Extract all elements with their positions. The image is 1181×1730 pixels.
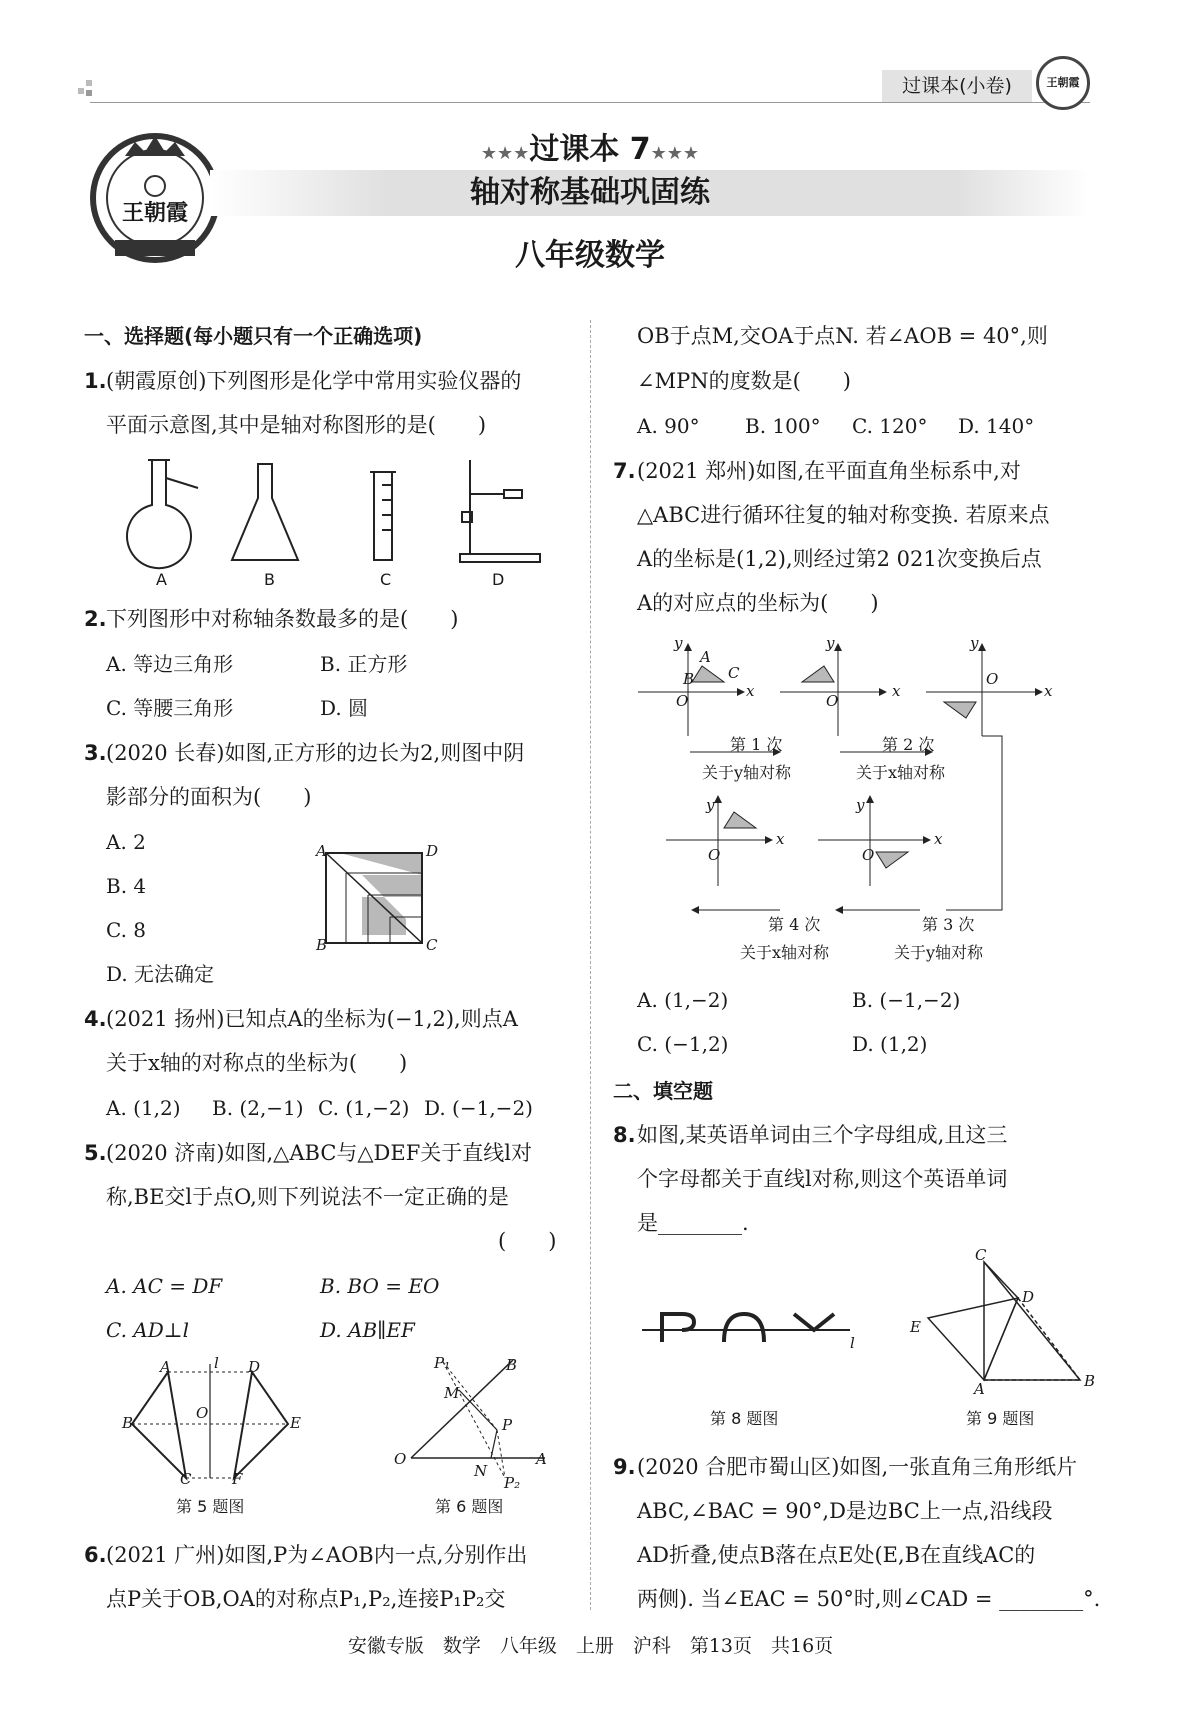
q6-option-b: B. 100° [745,414,821,438]
q4-option-d: D. (−1,−2) [424,1096,533,1120]
q6-label-p2: P₂ [504,1474,521,1492]
series-title: ★★★过课本 7★★★ [480,132,700,167]
q5-label-o: O [196,1404,209,1422]
q4-line1: (2021 扬州)已知点A的坐标为(−1,2),则点A [106,1007,518,1031]
q5-label-b: B [122,1414,134,1432]
q9-label-c: C [975,1246,987,1264]
q7-label-y1: y [674,634,683,652]
q6-label-o: O [394,1450,407,1468]
brand-logo [85,128,225,268]
q6-line4: ∠MPN的度数是( ) [637,369,851,393]
q3-option-a: A. 2 [106,830,146,854]
q2-option-d: D. 圆 [320,696,369,720]
q7-label-x2: x [892,682,901,700]
q8-line1: 如图,某英语单词由三个字母组成,且这三 [637,1123,1008,1147]
q5-option-d: D. AB∥EF [320,1318,415,1342]
q6-option-d: D. 140° [958,414,1035,438]
q3-label-d: D [426,842,439,860]
q1-label-d: D [492,570,505,589]
q7-label-y4: y [706,796,715,814]
q1-number: 1. [84,369,107,393]
flask-a-shape [127,460,198,568]
flask-b-shape [232,464,298,560]
q7-option-d: D. (1,2) [852,1032,928,1056]
q7-label-o3: O [986,670,999,688]
page-title: 轴对称基础巩固练 [470,175,710,210]
q5-line1: (2020 济南)如图,△ABC与△DEF关于直线l对 [106,1141,532,1165]
q5-label-l: l [214,1354,219,1372]
q7-line1: (2021 郑州)如图,在平面直角坐标系中,对 [637,459,1021,483]
header-rule [90,102,1090,103]
q5-option-c: C. AD⊥l [106,1318,189,1342]
q1-label-c: C [380,570,392,589]
q8-caption: 第 8 题图 [710,1409,779,1428]
q5-label-f: F [232,1470,243,1488]
q7-step3-desc: 关于y轴对称 [894,943,984,962]
section1-title: 一、选择题(每小题只有一个正确选项) [84,324,423,348]
q4-number: 4. [84,1007,107,1031]
q6-caption: 第 6 题图 [435,1497,504,1516]
q7-line3: A的坐标是(1,2),则经过第2 021次变换后点 [637,547,1042,571]
footer-text: 安徽专版 数学 八年级 上册 沪科 第13页 共16页 [347,1635,834,1657]
q5-caption: 第 5 题图 [176,1497,245,1516]
q2-option-c: C. 等腰三角形 [106,696,234,720]
q7-label-b: B [683,670,695,688]
q9-caption: 第 9 题图 [966,1409,1035,1428]
q7-step2-count: 第 2 次 [882,735,935,754]
q6-line3: OB于点M,交OA于点N. 若∠AOB = 40°,则 [637,324,1048,348]
q7-label-x4: x [776,830,785,848]
q2-option-b: B. 正方形 [320,652,408,676]
header-dots [78,80,96,102]
q2-line: 下列图形中对称轴条数最多的是( ) [106,607,459,631]
q1-label-b: B [264,570,275,589]
q3-label-b: B [316,936,328,954]
q7-label-x1: x [746,682,755,700]
q7-label-x3: x [1044,682,1053,700]
q6-label-b: B [506,1356,518,1374]
q4-option-b: B. (2,−1) [212,1096,304,1120]
q7-label-o1: O [676,692,689,710]
q7-label-y3: y [970,634,979,652]
q8-line-label: l [850,1334,855,1352]
page-subtitle: 八年级数学 [515,238,665,273]
q9-line1: (2020 合肥市蜀山区)如图,一张直角三角形纸片 [637,1455,1078,1479]
cylinder-c-shape [370,472,396,560]
q6-line2: 点P关于OB,OA的对称点P₁,P₂,连接P₁P₂交 [106,1587,506,1611]
q5-option-b: B. BO = EO [320,1274,440,1298]
q8-figure [640,1310,860,1350]
q5-figure [120,1360,310,1485]
q9-figure [900,1250,1090,1400]
q9-label-a: A [974,1380,985,1398]
column-divider [590,320,591,1610]
q6-option-c: C. 120° [852,414,928,438]
q8-line2: 个字母都关于直线l对称,则这个英语单词 [637,1167,1008,1191]
q7-label-o5: O [862,846,875,864]
q5-number: 5. [84,1141,107,1165]
q5-label-c: C [180,1470,192,1488]
q7-step3-count: 第 3 次 [922,915,975,934]
q9-label-b: B [1084,1372,1096,1390]
q7-label-y5: y [856,796,865,814]
q2-option-a: A. 等边三角形 [106,652,234,676]
section2-title: 二、填空题 [613,1079,713,1103]
q7-step1-desc: 关于y轴对称 [702,763,792,782]
q7-label-a: A [700,648,711,666]
q5-label-d: D [248,1358,261,1376]
q6-label-a: A [536,1450,547,1468]
q1-line1: (朝霞原创)下列图形是化学中常用实验仪器的 [106,369,522,393]
q9-line4: 两侧). 当∠EAC = 50°时,则∠CAD = ________°. [637,1587,1101,1611]
header-tag: 过课本(小卷) [882,70,1032,102]
q9-line3: AD折叠,使点B落在点E处(E,B在直线AC的 [637,1543,1036,1567]
q7-label-o4: O [708,846,721,864]
q6-label-p: P [502,1416,513,1434]
q3-option-d: D. 无法确定 [106,962,215,986]
q3-label-a: A [316,842,327,860]
q6-label-m: M [444,1384,460,1402]
q7-option-c: C. (−1,2) [637,1032,729,1056]
brand-logo-text: 王朝霞 [121,200,188,226]
q9-label-d: D [1022,1288,1035,1306]
q9-number: 9. [613,1455,636,1479]
q3-number: 3. [84,741,107,765]
q5-line2: 称,BE交l于点O,则下列说法不一定正确的是 [106,1185,509,1209]
q7-label-c: C [728,664,740,682]
q4-option-c: C. (1,−2) [318,1096,410,1120]
q3-option-c: C. 8 [106,918,147,942]
q6-label-p1: P₁ [434,1354,451,1372]
q7-label-o2: O [826,692,839,710]
q7-option-a: A. (1,−2) [637,988,729,1012]
q5-label-e: E [290,1414,301,1432]
q2-number: 2. [84,607,107,631]
q3-line1: (2020 长春)如图,正方形的边长为2,则图中阴 [106,741,525,765]
q7-step4-count: 第 4 次 [768,915,821,934]
q7-step2-desc: 关于x轴对称 [856,763,946,782]
q1-figures [120,450,560,580]
q9-line2: ABC,∠BAC = 90°,D是边BC上一点,沿线段 [637,1499,1053,1523]
q1-label-a: A [156,570,167,589]
q8-number: 8. [613,1123,636,1147]
header-small-logo: 王朝霞 [1036,56,1090,110]
q3-option-b: B. 4 [106,874,147,898]
q7-label-y2: y [826,634,835,652]
q7-step4-desc: 关于x轴对称 [740,943,830,962]
q3-label-c: C [426,936,438,954]
q3-line2: 影部分的面积为( ) [106,785,312,809]
q5-option-a: A. AC = DF [106,1274,223,1298]
q7-step1-count: 第 1 次 [730,735,783,754]
q4-line2: 关于x轴的对称点的坐标为( ) [106,1051,408,1075]
q6-line1: (2021 广州)如图,P为∠AOB内一点,分别作出 [106,1543,528,1567]
q6-label-n: N [474,1462,488,1480]
q6-number: 6. [84,1543,107,1567]
q7-line4: A的对应点的坐标为( ) [637,591,879,615]
stand-d-shape [460,460,540,562]
q1-line2: 平面示意图,其中是轴对称图形的是( ) [106,413,487,437]
q6-option-a: A. 90° [637,414,700,438]
q8-line3: 是________. [637,1211,749,1235]
q7-figure [630,636,1070,976]
q5-label-a: A [160,1358,171,1376]
q5-paren: ( ) [498,1229,557,1253]
q7-number: 7. [613,459,636,483]
q4-option-a: A. (1,2) [106,1096,181,1120]
q7-label-x5: x [934,830,943,848]
q7-option-b: B. (−1,−2) [852,988,961,1012]
q9-label-e: E [910,1318,921,1336]
q7-line2: △ABC进行循环往复的轴对称变换. 若原来点 [637,503,1050,527]
